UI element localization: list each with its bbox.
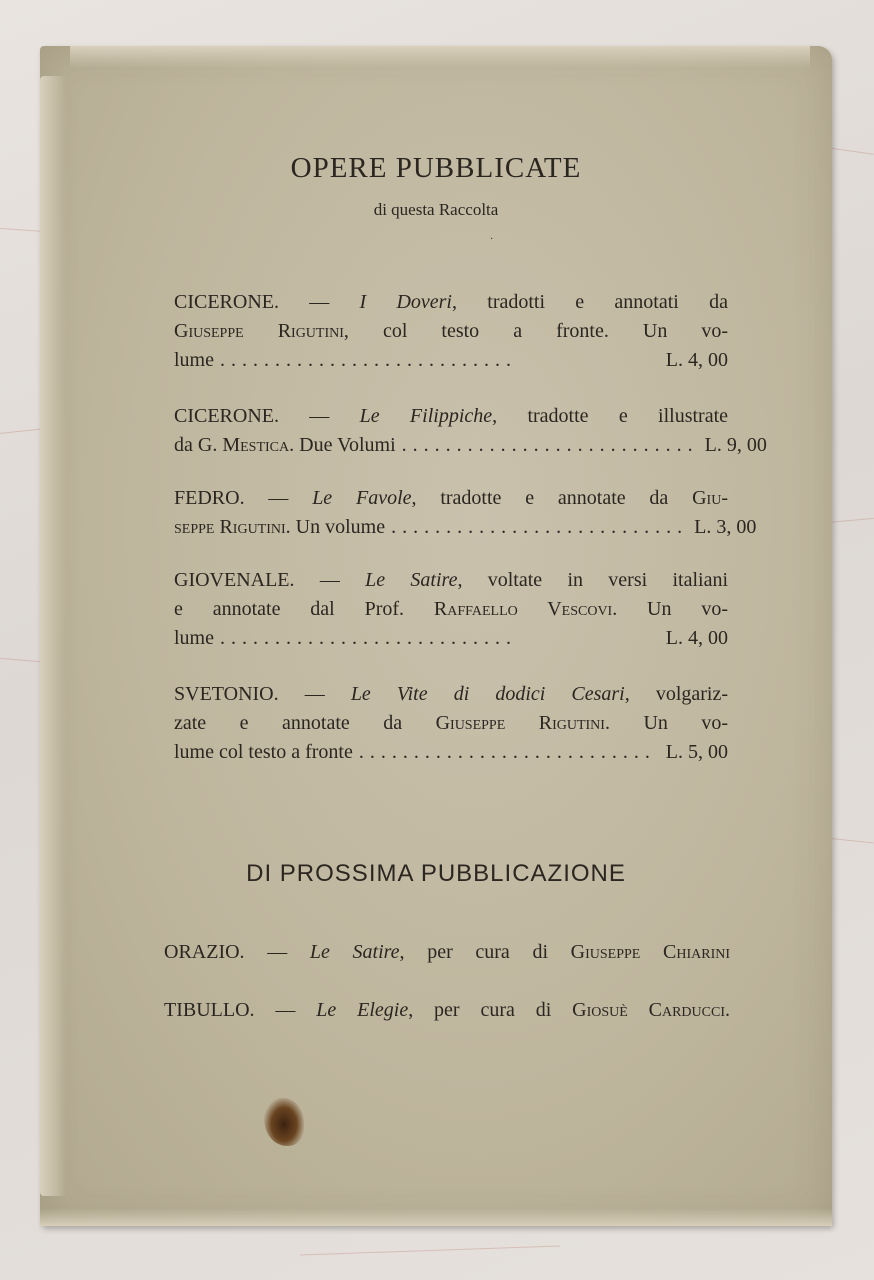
entry-text: . Un vo- xyxy=(612,598,729,620)
published-entry xyxy=(174,566,728,653)
published-entry xyxy=(174,288,728,375)
entry-text: , per cura di xyxy=(408,999,573,1021)
cover-top-edge xyxy=(70,46,810,68)
upcoming-entry xyxy=(164,938,730,967)
entry-line xyxy=(164,938,730,967)
entry-line xyxy=(174,402,728,431)
entry-text: , tradotti e annotati da xyxy=(452,291,728,313)
entry-text: , tradotte e illustrate xyxy=(492,405,729,427)
dot-leader: ........................... xyxy=(401,434,699,456)
entry-author: CICERONE. xyxy=(174,405,279,427)
entry-line xyxy=(174,566,728,595)
book-back-cover xyxy=(40,46,832,1226)
marble-vein xyxy=(826,837,874,843)
dot-leader: ........................... xyxy=(358,741,656,763)
entry-text: . Un vo- xyxy=(604,712,729,734)
entry-price-line xyxy=(174,624,728,653)
entry-text: lume col testo a fronte xyxy=(174,741,353,763)
published-entry xyxy=(174,402,767,460)
entry-line xyxy=(174,484,728,513)
entry-text: , volgariz- xyxy=(624,683,729,705)
entry-price: L. 3, 00 xyxy=(694,516,757,538)
page-subtitle: di questa Raccolta xyxy=(373,200,499,219)
entry-text: da G. xyxy=(174,434,223,456)
entry-author: TIBULLO. xyxy=(164,999,255,1021)
entry-editor: Raffaello Vescovi xyxy=(433,598,613,620)
entry-author: FEDRO. xyxy=(174,487,245,509)
entry-dash: — xyxy=(244,941,310,963)
entry-price: L. 9, 00 xyxy=(704,434,767,456)
ink-stain xyxy=(264,1098,304,1146)
entry-dash: — xyxy=(244,487,313,509)
upcoming-heading: DI PROSSIMA PUBBLICAZIONE xyxy=(246,860,626,887)
entry-price: L. 5, 00 xyxy=(665,741,728,763)
entry-title: Le Vite di dodici Cesari xyxy=(350,683,625,705)
entry-dash: — xyxy=(254,999,317,1021)
published-entry xyxy=(174,484,757,542)
entry-title: I Doveri xyxy=(359,291,452,313)
published-entry xyxy=(174,680,728,767)
entry-dash: — xyxy=(279,405,360,427)
entry-price-line xyxy=(174,513,757,542)
entry-price: L. 4, 00 xyxy=(665,627,728,649)
entry-editor: Giu- xyxy=(692,487,728,509)
entry-text: e annotate dal Prof. xyxy=(174,598,434,620)
entry-dash: — xyxy=(278,683,351,705)
entry-text: lume xyxy=(174,349,214,371)
entry-title: Le Satire xyxy=(365,569,458,591)
entry-dash: — xyxy=(279,291,360,313)
entry-text: , col testo a fronte. Un vo- xyxy=(343,320,728,342)
cover-left-edge xyxy=(40,76,66,1196)
entry-price-line xyxy=(174,738,728,767)
entry-text: lume xyxy=(174,627,214,649)
entry-editor: Giuseppe Rigutini xyxy=(435,712,605,734)
entry-editor: seppe Rigutini xyxy=(174,516,286,538)
entry-price-line xyxy=(174,346,728,375)
entry-title: Le Elegie xyxy=(316,999,409,1021)
entry-title: Le Filippiche xyxy=(359,405,493,427)
entry-editor: Giuseppe Chiarini xyxy=(570,941,730,963)
entry-editor: Mestica xyxy=(222,434,290,456)
entry-author: SVETONIO. xyxy=(174,683,279,705)
entry-author: CICERONE. xyxy=(174,291,279,313)
entry-text: , per cura di xyxy=(399,941,571,963)
entry-title: Le Favole xyxy=(312,487,412,509)
entry-author: ORAZIO. xyxy=(164,941,245,963)
entry-line xyxy=(174,288,728,317)
entry-text: , voltate in versi italiani xyxy=(457,569,729,591)
entry-title: Le Satire xyxy=(309,941,400,963)
entry-editor: Giosuè Carducci. xyxy=(572,999,730,1021)
entry-line xyxy=(174,595,728,624)
dot-leader: ........................... xyxy=(391,516,689,538)
entry-price: L. 4, 00 xyxy=(665,349,728,371)
entry-author: GIOVENALE. xyxy=(174,569,295,591)
entry-editor: Giuseppe Rigutini xyxy=(174,320,344,342)
dot-leader: ........................... xyxy=(220,349,517,371)
marble-vein xyxy=(300,1245,560,1255)
entry-text: . Un volume xyxy=(285,516,386,538)
entry-text: . Due Volumi xyxy=(289,434,396,456)
subtitle-mark: · xyxy=(490,234,494,245)
marble-vein xyxy=(826,518,874,523)
entry-text: zate e annotate da xyxy=(174,712,436,734)
dot-leader: ........................... xyxy=(220,627,517,649)
page-title: OPERE PUBBLICATE xyxy=(290,152,582,184)
entry-line xyxy=(174,317,728,346)
entry-line xyxy=(174,680,728,709)
upcoming-entry xyxy=(164,996,730,1025)
entry-text: , tradotte e annotate da xyxy=(411,487,693,509)
entry-line xyxy=(174,709,728,738)
entry-line xyxy=(164,996,730,1025)
entry-dash: — xyxy=(294,569,366,591)
cover-bottom-edge xyxy=(40,1208,832,1226)
entry-price-line xyxy=(174,431,767,460)
